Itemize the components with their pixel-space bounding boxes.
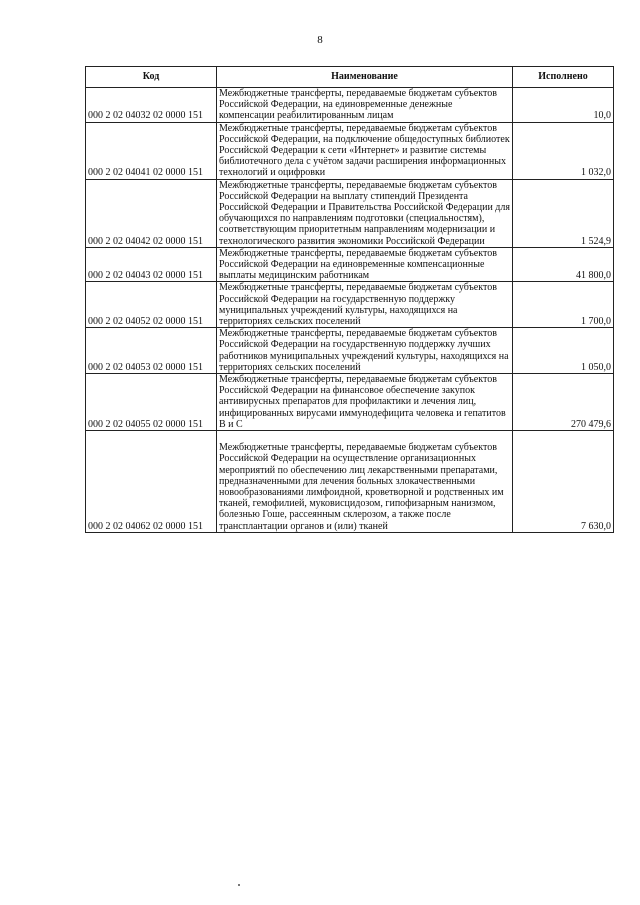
row-name (217, 431, 513, 533)
table-row (86, 282, 614, 328)
table-row (86, 247, 614, 282)
row-name (217, 282, 513, 328)
row-amount: 10,0 (513, 88, 614, 123)
row-amount: 1 050,0 (513, 328, 614, 374)
row-amount: 1 524,9 (513, 179, 614, 247)
row-name (217, 122, 513, 179)
scan-artifact-dot (238, 884, 240, 886)
table-row (86, 122, 614, 179)
table-row (86, 179, 614, 247)
row-amount: 7 630,0 (513, 431, 614, 533)
page-number: 8 (317, 34, 323, 46)
table-row (86, 431, 614, 533)
row-name-text: Межбюджетные трансферты, передаваемые бюджетам субъектов Российской Федерации, на единовременные денежные компенсации реабилитированным лицам (219, 88, 497, 122)
header-name: Наименование (217, 67, 513, 88)
row-amount: 1 700,0 (513, 282, 614, 328)
header-amount: Исполнено (513, 67, 614, 88)
row-code: 000 2 02 04042 02 0000 151 (86, 179, 217, 247)
row-code: 000 2 02 04041 02 0000 151 (86, 122, 217, 179)
row-code: 000 2 02 04062 02 0000 151 (86, 431, 217, 533)
row-name-text: Межбюджетные трансферты, передаваемые бюджетам субъектов Российской Федерации на осуществление организационных мероприятий по обеспечению лиц лекарственными препаратами, предназначенными для лечения больных злокачественными новообразованиями лимфоидной, кроветворной и родственных им тканей, гемофилией, муковисцидозом, гипофизарным нанизмом, болезнью Гоше, рассеянным склерозом, а также после трансплантации органов и (или) тканей (219, 442, 504, 532)
row-code: 000 2 02 04032 02 0000 151 (86, 88, 217, 123)
row-name (217, 374, 513, 431)
row-name-text: Межбюджетные трансферты, передаваемые бюджетам субъектов Российской Федерации на государственную поддержку лучших работников муниципальных учреждений культуры, находящихся на территориях сельских поселений (219, 328, 509, 373)
row-code: 000 2 02 04055 02 0000 151 (86, 374, 217, 431)
row-name-text: Межбюджетные трансферты, передаваемые бюджетам субъектов Российской Федерации на выплату стипендий Президента Российской Федерации и Правительства Российской Федерации для обучающихся по направлениям подготовки (специальностям), соответствующим приоритетным направлениям модернизации и технологического развития экономики Российской Федерации (219, 179, 510, 247)
header-code: Код (86, 67, 217, 88)
table-header-row (86, 67, 614, 88)
row-amount: 1 032,0 (513, 122, 614, 179)
row-top-spacer (219, 431, 510, 442)
table-row (86, 88, 614, 123)
row-name (217, 88, 513, 123)
row-name (217, 247, 513, 282)
row-name-text: Межбюджетные трансферты, передаваемые бюджетам субъектов Российской Федерации на единовременные компенсационные выплаты медицинским работникам (219, 247, 497, 282)
row-code: 000 2 02 04052 02 0000 151 (86, 282, 217, 328)
row-name (217, 179, 513, 247)
budget-execution-table (85, 66, 614, 533)
row-name-text: Межбюджетные трансферты, передаваемые бюджетам субъектов Российской Федерации на финансовое обеспечение закупок антивирусных препаратов для профилактики и лечения лиц, инфицированных вирусами иммунодефицита человека и гепатитов В и С (219, 374, 506, 430)
row-code: 000 2 02 04043 02 0000 151 (86, 247, 217, 282)
row-name-text: Межбюджетные трансферты, передаваемые бюджетам субъектов Российской Федерации, на подключение общедоступных библиотек Российской Федерации к сети «Интернет» и развитие системы библиотечного дела с учётом задачи расширения информационных технологий и оцифровки (219, 122, 510, 179)
row-name (217, 328, 513, 374)
row-code: 000 2 02 04053 02 0000 151 (86, 328, 217, 374)
row-amount: 41 800,0 (513, 247, 614, 282)
table-row (86, 374, 614, 431)
row-amount: 270 479,6 (513, 374, 614, 431)
row-name-text: Межбюджетные трансферты, передаваемые бюджетам субъектов Российской Федерации на государственную поддержку муниципальных учреждений культуры, находящихся на территориях сельских поселений (219, 282, 497, 328)
table-row (86, 328, 614, 374)
